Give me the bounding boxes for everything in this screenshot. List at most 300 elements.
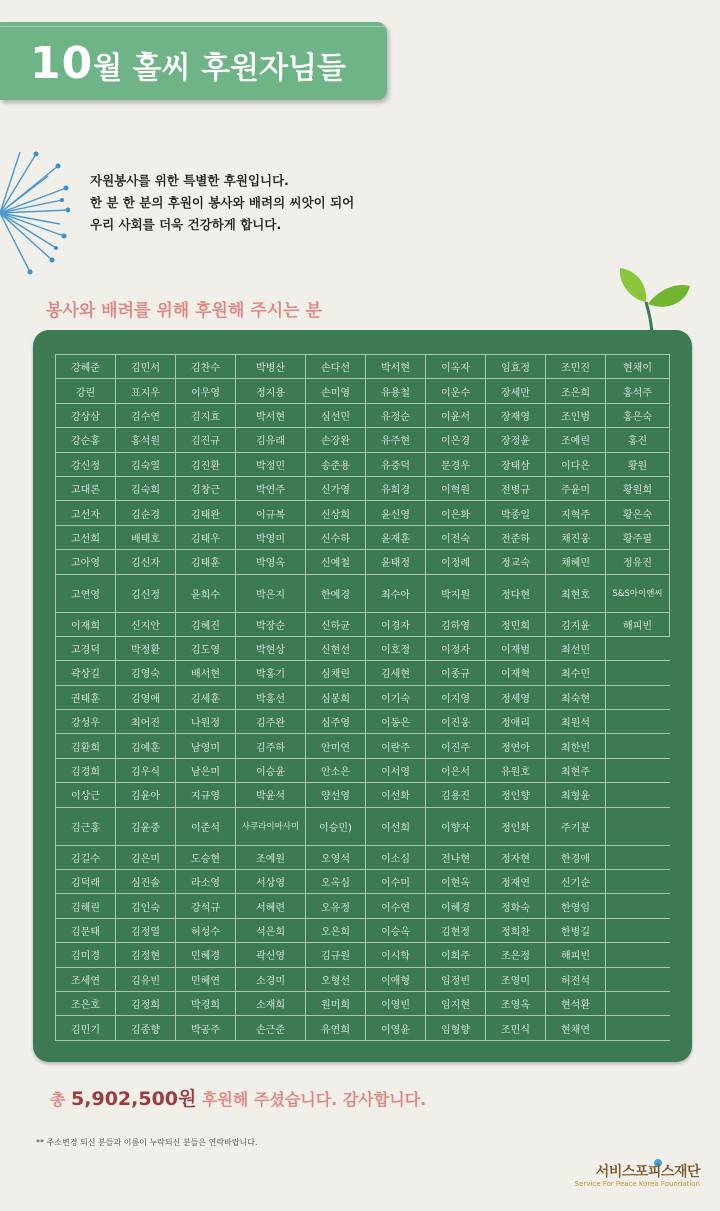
donor-name-cell: 이기숙 (366, 685, 426, 709)
donor-name-cell: 홍진 (606, 428, 670, 452)
donor-name-cell: 김길수 (56, 845, 116, 869)
donor-name-cell: 정다현 (486, 574, 546, 612)
donor-name-cell: 원미희 (306, 991, 366, 1015)
table-row (56, 807, 670, 845)
donor-name-cell: 장정윤 (486, 428, 546, 452)
intro-line-3: 우리 사회를 더욱 건강하게 합니다. (90, 217, 282, 232)
donor-name-cell: 김예훈 (116, 734, 176, 758)
donor-name-cell: 최형윤 (546, 783, 606, 807)
table-row (56, 918, 670, 942)
donor-name-cell: 채진웅 (546, 525, 606, 549)
donor-name-cell: 정자현 (486, 845, 546, 869)
donor-name-cell: 김순경 (116, 501, 176, 525)
donor-name-cell: 민혜경 (176, 943, 236, 967)
donor-name-cell: 윤태정 (366, 550, 426, 574)
donor-name-cell: 도승현 (176, 845, 236, 869)
donor-name-cell: 한예경 (306, 574, 366, 612)
donor-name-cell: 배태호 (116, 525, 176, 549)
table-row (56, 783, 670, 807)
donor-name-cell: 김신정 (116, 574, 176, 612)
table-row (56, 501, 670, 525)
donor-name-cell: 이지영 (426, 685, 486, 709)
donor-name-cell: 박정민 (236, 452, 306, 476)
total-prefix: 총 (50, 1090, 66, 1109)
donor-name-cell: 이재희 (56, 612, 116, 636)
donor-name-cell (606, 783, 670, 807)
donor-name-cell: 박홍선 (236, 685, 306, 709)
donor-name-cell: 오유정 (306, 894, 366, 918)
donor-name-cell: 김종향 (116, 1016, 176, 1040)
donor-name-cell: 심채린 (306, 661, 366, 685)
donor-name-cell: 정인향 (486, 783, 546, 807)
total-amount (50, 1084, 426, 1111)
donor-name-cell: 안미연 (306, 734, 366, 758)
donor-name-cell: 김정현 (116, 943, 176, 967)
donor-name-cell: 박서현 (236, 403, 306, 427)
donor-name-cell: 이혁원 (426, 476, 486, 500)
table-row (56, 550, 670, 574)
donor-name-cell: 권태훈 (56, 685, 116, 709)
donor-name-cell: 이종규 (426, 661, 486, 685)
donor-name-cell: 홍은숙 (606, 403, 670, 427)
donor-name-cell: 신수하 (306, 525, 366, 549)
page-title (30, 38, 346, 89)
donor-name-cell: 정화숙 (486, 894, 546, 918)
donor-name-cell (606, 991, 670, 1015)
table-row (56, 612, 670, 636)
donor-name-cell: 신기순 (546, 870, 606, 894)
table-row (56, 967, 670, 991)
donor-name-cell: 이은경 (426, 428, 486, 452)
donor-name-cell: 채혜민 (546, 550, 606, 574)
table-row (56, 685, 670, 709)
donor-name-cell: 조인범 (546, 403, 606, 427)
donor-name-cell: 심선민 (306, 403, 366, 427)
donor-name-cell: 나원정 (176, 710, 236, 734)
donor-name-cell: 한영임 (546, 894, 606, 918)
donor-name-cell: S&S아이앤씨 (606, 574, 670, 612)
donor-name-cell: 이혜경 (426, 894, 486, 918)
donor-name-cell: 이영빈 (366, 991, 426, 1015)
donor-name-cell: 이서영 (366, 758, 426, 782)
donor-name-cell: 김하영 (426, 612, 486, 636)
donor-name-cell: 김근홍 (56, 807, 116, 845)
donor-name-cell: 배서현 (176, 661, 236, 685)
donor-name-cell: 정애리 (486, 710, 546, 734)
donor-name-cell: 송준용 (306, 452, 366, 476)
donor-name-cell: 이우영 (176, 379, 236, 403)
title-text: 월 홀씨 후원자님들 (93, 51, 346, 86)
donor-name-cell: 허전석 (546, 967, 606, 991)
donor-name-cell: 홍석주 (606, 379, 670, 403)
donor-name-cell: 유희경 (366, 476, 426, 500)
donor-name-cell: 심주영 (306, 710, 366, 734)
donor-name-cell: 민혜연 (176, 967, 236, 991)
donor-name-cell: 이선희 (366, 807, 426, 845)
donor-name-cell: 곽상길 (56, 661, 116, 685)
donor-name-cell (606, 870, 670, 894)
donor-name-cell: 윤신영 (366, 501, 426, 525)
donor-name-cell: 심진솔 (116, 870, 176, 894)
donor-name-cell (606, 758, 670, 782)
donor-name-cell: 신상희 (306, 501, 366, 525)
donor-name-cell: 정지용 (236, 379, 306, 403)
table-row (56, 894, 670, 918)
donor-name-cell: 소경미 (236, 967, 306, 991)
donor-name-cell: 고연영 (56, 574, 116, 612)
donor-name-cell: 신현선 (306, 636, 366, 660)
donor-name-cell (606, 734, 670, 758)
donor-name-cell: 서혜련 (236, 894, 306, 918)
table-row (56, 845, 670, 869)
donor-name-cell: 이수연 (366, 894, 426, 918)
donor-name-cell: 이윤서 (426, 403, 486, 427)
table-row (56, 758, 670, 782)
donor-name-cell: 고아영 (56, 550, 116, 574)
donor-name-cell: 박경희 (176, 991, 236, 1015)
donor-name-cell: 박윤석 (236, 783, 306, 807)
donor-name-cell: 박현상 (236, 636, 306, 660)
donor-name-cell: 이전숙 (426, 525, 486, 549)
donor-name-cell: 유연희 (306, 1016, 366, 1040)
donor-name-cell: 박장순 (236, 612, 306, 636)
donor-name-cell: 김유래 (236, 428, 306, 452)
donor-name-cell: 정인화 (486, 807, 546, 845)
dandelion-seed-icon (0, 148, 70, 278)
donor-name-cell: 강순홍 (56, 428, 116, 452)
donor-name-cell: 김세훈 (176, 685, 236, 709)
donor-name-cell (606, 685, 670, 709)
donor-name-cell: 강린 (56, 379, 116, 403)
donor-name-cell: 석은희 (236, 918, 306, 942)
donor-name-cell: 김민서 (116, 355, 176, 379)
logo-subtitle: Service For Peace Korea Foundation (574, 1180, 700, 1188)
donor-name-cell: 김주완 (236, 710, 306, 734)
donor-name-cell: 이운수 (426, 379, 486, 403)
donor-name-cell: 김덕래 (56, 870, 116, 894)
donor-name-cell: 오옥심 (306, 870, 366, 894)
donor-name-cell: 현석환 (546, 991, 606, 1015)
donor-name-cell: 주기분 (546, 807, 606, 845)
donor-name-cell: 손미영 (306, 379, 366, 403)
donor-name-cell: 정희찬 (486, 918, 546, 942)
donor-name-cell: 김세현 (366, 661, 426, 685)
donor-name-cell: 김문태 (56, 918, 116, 942)
donor-name-cell: 김인숙 (116, 894, 176, 918)
donor-name-cell: 박서현 (366, 355, 426, 379)
donor-name-cell: 김진환 (176, 452, 236, 476)
donor-name-cell: 이재혁 (486, 661, 546, 685)
donor-name-cell: 김숙희 (116, 476, 176, 500)
donor-name-cell: 곽신영 (236, 943, 306, 967)
donor-name-cell: 김영애 (116, 685, 176, 709)
donor-name-cell: 최수아 (366, 574, 426, 612)
donor-name-cell: 이애형 (366, 967, 426, 991)
table-row (56, 428, 670, 452)
donor-name-cell: 이상근 (56, 783, 116, 807)
donor-name-cell: 유원호 (486, 758, 546, 782)
donor-name-cell: 한병길 (546, 918, 606, 942)
table-row (56, 1016, 670, 1040)
donor-name-cell: 정세영 (486, 685, 546, 709)
donor-name-cell: 이소심 (366, 845, 426, 869)
total-suffix: 후원해 주셨습니다. 감사합니다. (201, 1090, 427, 1109)
donor-name-cell (606, 943, 670, 967)
sprout-icon (612, 262, 692, 338)
donor-name-cell: 홍석원 (116, 428, 176, 452)
donor-name-cell: 조예린 (546, 428, 606, 452)
donor-name-cell: 이수미 (366, 870, 426, 894)
table-row (56, 379, 670, 403)
donor-name-cell: 이동은 (366, 710, 426, 734)
donor-name-cell: 김숙열 (116, 452, 176, 476)
donor-name-cell: 정유진 (606, 550, 670, 574)
donor-name-cell: 남은미 (176, 758, 236, 782)
donor-name-cell: 안소은 (306, 758, 366, 782)
donor-name-cell (606, 845, 670, 869)
donor-name-cell: 강상삼 (56, 403, 116, 427)
donor-name-cell: 현채연 (546, 1016, 606, 1040)
donor-name-cell: 고경덕 (56, 636, 116, 660)
table-row (56, 943, 670, 967)
donor-name-cell: 김윤아 (116, 783, 176, 807)
donor-name-cell: 전준하 (486, 525, 546, 549)
donor-name-cell: 임지현 (426, 991, 486, 1015)
donor-name-cell: 최어진 (116, 710, 176, 734)
donor-name-cell: 신예철 (306, 550, 366, 574)
donor-name-cell: 김유빈 (116, 967, 176, 991)
donor-name-cell: 이호정 (366, 636, 426, 660)
donor-name-cell: 전나현 (426, 845, 486, 869)
donor-name-cell: 한경애 (546, 845, 606, 869)
donor-name-cell: 이옥자 (426, 355, 486, 379)
donor-name-cell (606, 636, 670, 660)
table-row (56, 870, 670, 894)
donor-name-cell: 이승민) (306, 807, 366, 845)
donor-name-cell (606, 967, 670, 991)
donor-name-cell: 김우식 (116, 758, 176, 782)
donor-name-cell: 김신자 (116, 550, 176, 574)
table-row (56, 636, 670, 660)
donor-name-cell: 황원 (606, 452, 670, 476)
donor-name-cell: 이정자 (426, 636, 486, 660)
donor-name-cell (606, 807, 670, 845)
intro-text (90, 170, 354, 236)
donor-name-cell: 김용진 (426, 783, 486, 807)
donor-name-cell: 전병규 (486, 476, 546, 500)
donor-name-cell: 이은서 (426, 758, 486, 782)
donor-name-cell (606, 918, 670, 942)
donor-name-cell: 주윤미 (546, 476, 606, 500)
donor-name-cell: 오영석 (306, 845, 366, 869)
donor-name-cell: 이은화 (426, 501, 486, 525)
donor-name-cell: 김혜진 (176, 612, 236, 636)
donor-name-cell: 조세연 (56, 967, 116, 991)
donor-name-cell: 조민식 (486, 1016, 546, 1040)
donor-name-cell: 정재연 (486, 870, 546, 894)
donor-name-cell: 장재영 (486, 403, 546, 427)
donor-name-cell: 윤희수 (176, 574, 236, 612)
donor-name-cell: 임형향 (426, 1016, 486, 1040)
donor-name-cell: 황주필 (606, 525, 670, 549)
intro-line-2: 한 분 한 분의 후원이 봉사와 배려의 씨앗이 되어 (90, 195, 355, 210)
donor-name-cell: 김태완 (176, 501, 236, 525)
donor-name-cell: 최현주 (546, 758, 606, 782)
donor-name-cell: 이준석 (176, 807, 236, 845)
donor-name-cell: 강신정 (56, 452, 116, 476)
donor-name-cell: 김윤중 (116, 807, 176, 845)
donor-name-cell: 김주하 (236, 734, 306, 758)
donor-name-cell: 손장완 (306, 428, 366, 452)
donor-name-cell: 정민희 (486, 612, 546, 636)
donor-name-cell: 김정열 (116, 918, 176, 942)
donor-name-cell: 이선화 (366, 783, 426, 807)
donor-name-cell: 이경자 (366, 612, 426, 636)
donor-name-cell: 김진규 (176, 428, 236, 452)
donor-name-cell: 신하균 (306, 612, 366, 636)
footnote: ** 주소변경 되신 분들과 이름이 누락되신 분들은 연락바랍니다. (36, 1138, 258, 1147)
donor-name-cell: 라소영 (176, 870, 236, 894)
donor-name-cell: 김지효 (176, 403, 236, 427)
table-row (56, 574, 670, 612)
donor-name-cell: 강석규 (176, 894, 236, 918)
donor-name-cell: 이정례 (426, 550, 486, 574)
donor-name-cell: 장태삼 (486, 452, 546, 476)
donor-name-cell: 김현정 (426, 918, 486, 942)
donor-name-cell: 해피빈 (606, 612, 670, 636)
donor-name-cell: 김태훈 (176, 550, 236, 574)
donor-name-cell: 이규복 (236, 501, 306, 525)
donor-name-cell: 심봉희 (306, 685, 366, 709)
intro-line-1: 자원봉사를 위한 특별한 후원입니다. (90, 173, 289, 188)
donor-name-cell: 이승옥 (366, 918, 426, 942)
donor-name-cell (606, 894, 670, 918)
donor-name-cell: 서상영 (236, 870, 306, 894)
donor-name-cell: 강혜준 (56, 355, 116, 379)
donor-name-cell: 김도영 (176, 636, 236, 660)
donor-name-cell: 이진주 (426, 734, 486, 758)
donor-name-cell: 김창근 (176, 476, 236, 500)
donor-name-cell: 임효정 (486, 355, 546, 379)
title-month: 10 (30, 38, 94, 89)
donor-name-cell: 유주현 (366, 428, 426, 452)
table-row (56, 710, 670, 734)
donor-name-cell: 조은희 (546, 379, 606, 403)
donor-name-cell: 정연아 (486, 734, 546, 758)
donor-name-cell: 신지안 (116, 612, 176, 636)
donor-name-cell: 이다은 (546, 452, 606, 476)
donor-name-cell: 지규영 (176, 783, 236, 807)
donor-name-cell: 이란주 (366, 734, 426, 758)
donor-name-cell: 조은호 (56, 991, 116, 1015)
donor-name-cell: 오형선 (306, 967, 366, 991)
donor-name-cell: 이희주 (426, 943, 486, 967)
donor-name-cell: 유정순 (366, 403, 426, 427)
donor-name-cell: 이현옥 (426, 870, 486, 894)
donor-name-cell: 김은미 (116, 845, 176, 869)
donor-name-cell: 허성수 (176, 918, 236, 942)
donor-name-cell: 김민기 (56, 1016, 116, 1040)
donor-name-cell (606, 1016, 670, 1040)
donor-name-cell: 손근준 (236, 1016, 306, 1040)
donor-name-cell: 이진웅 (426, 710, 486, 734)
foundation-logo (560, 1158, 700, 1194)
table-row (56, 991, 670, 1015)
donor-name-cell: 김지윤 (546, 612, 606, 636)
donor-name-cell: 박지원 (426, 574, 486, 612)
section-heading: 봉사와 배려를 위해 후원해 주시는 분 (46, 301, 322, 321)
donor-name-cell: 정교숙 (486, 550, 546, 574)
donor-name-cell: 강성우 (56, 710, 116, 734)
donor-name-cell: 표지우 (116, 379, 176, 403)
donor-name-cell: 최현호 (546, 574, 606, 612)
table-row (56, 476, 670, 500)
donor-name-cell: 최숙현 (546, 685, 606, 709)
donor-table (55, 354, 670, 1041)
donor-name-cell: 박영미 (236, 525, 306, 549)
donor-name-cell: 고선희 (56, 525, 116, 549)
donor-name-cell: 김경희 (56, 758, 116, 782)
donor-name-cell: 윤재훈 (366, 525, 426, 549)
donor-name-cell: 김규원 (306, 943, 366, 967)
donor-name-cell: 김정희 (116, 991, 176, 1015)
donor-name-cell: 이시학 (366, 943, 426, 967)
donor-name-cell: 조예원 (236, 845, 306, 869)
donor-name-cell: 김찬수 (176, 355, 236, 379)
donor-name-cell: 김수연 (116, 403, 176, 427)
donor-name-cell (606, 710, 670, 734)
donor-name-cell: 김환희 (56, 734, 116, 758)
donor-name-cell: 최원석 (546, 710, 606, 734)
donor-name-cell: 박홍기 (236, 661, 306, 685)
donor-name-cell: 신가영 (306, 476, 366, 500)
table-row (56, 525, 670, 549)
donor-name-cell: 김해린 (56, 894, 116, 918)
donor-name-cell: 황원희 (606, 476, 670, 500)
donor-name-cell: 조영옥 (486, 991, 546, 1015)
donor-name-cell: 이승윤 (236, 758, 306, 782)
donor-name-cell: 박은지 (236, 574, 306, 612)
donor-name-cell: 이영윤 (366, 1016, 426, 1040)
donor-name-cell: 해피빈 (546, 943, 606, 967)
donor-name-cell: 문경우 (426, 452, 486, 476)
donor-name-cell: 남영미 (176, 734, 236, 758)
donor-name-cell: 박정환 (116, 636, 176, 660)
donor-name-cell: 이향자 (426, 807, 486, 845)
logo-name: 서비스포피스재단 (595, 1164, 700, 1180)
donor-name-cell: 김태우 (176, 525, 236, 549)
donor-name-cell: 박영옥 (236, 550, 306, 574)
donor-name-cell: 황은숙 (606, 501, 670, 525)
donor-name-cell: 박연주 (236, 476, 306, 500)
donor-name-cell: 최한빈 (546, 734, 606, 758)
donor-name-cell: 양선영 (306, 783, 366, 807)
donor-name-cell: 오은희 (306, 918, 366, 942)
donor-name-cell: 유중덕 (366, 452, 426, 476)
donor-name-cell: 이재범 (486, 636, 546, 660)
donor-board (33, 330, 692, 1062)
donor-name-cell: 조민진 (546, 355, 606, 379)
table-row (56, 403, 670, 427)
donor-name-cell: 현채이 (606, 355, 670, 379)
table-row (56, 734, 670, 758)
donor-name-cell: 사쿠라이마사미 (236, 807, 306, 845)
donor-name-cell: 조영미 (486, 967, 546, 991)
donor-name-cell: 조은정 (486, 943, 546, 967)
table-row (56, 355, 670, 379)
donor-name-cell: 고대론 (56, 476, 116, 500)
donor-name-cell: 최선민 (546, 636, 606, 660)
